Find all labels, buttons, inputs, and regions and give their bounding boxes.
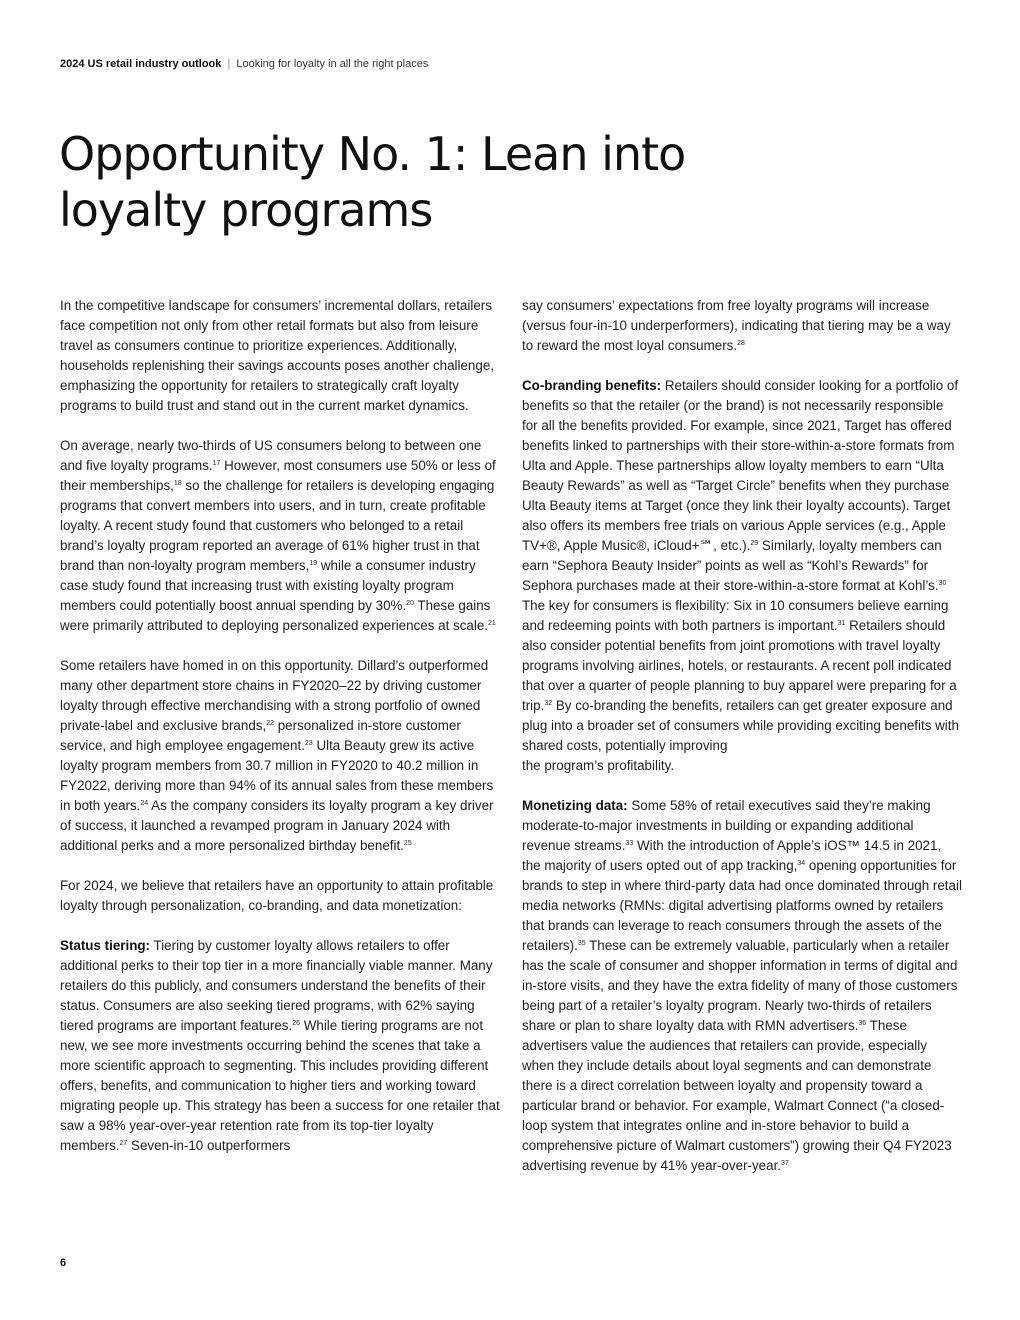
footnote-ref: 19 bbox=[309, 560, 318, 567]
left-column bbox=[60, 296, 500, 1176]
footnote-ref: 17 bbox=[212, 460, 221, 467]
outlook-paragraph: For 2024, we believe that retailers have an opportunity to attain profitable loyalty through personalization, co-branding, and data monetization: bbox=[60, 878, 494, 913]
monetizing-data-heading: Monetizing data: bbox=[522, 798, 628, 813]
footnote-ref: 21 bbox=[487, 620, 496, 627]
header-separator: | bbox=[227, 58, 231, 70]
footnote-ref: 28 bbox=[737, 340, 745, 347]
tiering-continued-paragraph: say consumers’ expectations from free loyalty programs will increase (versus four-in-10 underperformers), indicating that tiering may be a way to reward the most loyal consumers.$^{28}$ bbox=[522, 298, 951, 353]
status-tiering-heading: Status tiering: bbox=[60, 938, 151, 953]
section-title: Looking for loyalty in all the right places bbox=[236, 58, 429, 70]
footnote-ref: 18 bbox=[173, 480, 182, 487]
footnote-ref: 26 bbox=[292, 1020, 301, 1027]
footnote-ref: 33 bbox=[625, 840, 634, 847]
retailer-examples-paragraph: Some retailers have homed in on this opportunity. Dillard’s outperformed many other department store chains in FY2020–22 by driving customer loyalty through effective merchandising with a strong portfolio of owned private-label and exclusive brands,$^{22}$ personalized in-store customer service, and high employee engagement.$^{23}$ Ulta Beauty grew its active loyalty program members from 30.7 million in FY2020 to 40.2 million in FY2022, deriving more than 94% of its annual sales from these members in both years.$^{24}$ As the company considers its loyalty program a key driver of success, it launched a revamped program in January 2024 with additional perks and a more personalized birthday benefit.$^{25}$ bbox=[60, 658, 494, 853]
footnote-ref: 34 bbox=[797, 860, 806, 867]
footnote-ref: 23 bbox=[304, 740, 313, 747]
status-tiering-paragraph: Status tiering: Tiering by customer loyalty allows retailers to offer additional perks to their top tier in a more financially viable manner. Many retailers do this publicly, and consumers understand the benefits of their status. Consumers are also seeking tiered programs, with 62% saying tiered programs are important features.$^{26}$ While tiering programs are not new, we see more investments occurring behind the scenes that take a more scientific approach to segmenting. This includes providing different offers, benefits, and communication to higher tiers and working toward migrating people up. This strategy has been a success for one retailer that saw a 98% year-over-year retention rate from its top-tier loyalty members.$^{27}$ Seven-in-10 outperformers bbox=[60, 938, 500, 1153]
footnote-ref: 31 bbox=[837, 620, 846, 627]
footnote-ref: 37 bbox=[781, 1160, 789, 1167]
co-branding-paragraph: Co-branding benefits: Retailers should consider looking for a portfolio of benefits so that the retailer (or the brand) is not necessarily responsible for all the benefits provided. For example, since 2021, Target has offered benefits linked to partnerships with their store-within-a-store formats from Ulta and Apple. These partnerships allow loyalty members to earn “Ulta Beauty Rewards” as well as “Target Circle” benefits when they purchase Ulta Beauty items at Target (once they link their loyalty accounts). Target also offers its members free trials on various Apple services (e.g., Apple TV+®, Apple Music®, iCloud+℠, etc.).$^{29}$ Similarly, loyalty members can earn “Sephora Beauty Insider” points as well as “Kohl’s Rewards” for Sephora purchases made at their store-within-a-store format at Kohl’s.$^{30}$ The key for consumers is flexibility: Six in 10 consumers believe earning and redeeming points with both partners is important.$^{31}$ Retailers should also consider potential benefits from joint promotions with travel loyalty programs involving airlines, hotels, or restaurants. A recent poll indicated that over a quarter of people planning to buy apparel were preparing for a trip.$^{32}$ By co-branding the benefits, retailers can get greater exposure and plug into a broader set of consumers while providing exciting benefits with shared costs, potentially improving the program’s profitability. bbox=[522, 378, 959, 773]
running-header bbox=[60, 58, 428, 70]
footnote-ref: 22 bbox=[266, 720, 274, 727]
intro-paragraph: In the competitive landscape for consumers’ incremental dollars, retailers face competition not only from other retail formats but also from leisure travel as consumers continue to prioritize experiences. Additionally, households replenishing their savings accounts poses another challenge, emphasizing the opportunity for retailers to strategically craft loyalty programs to build trust and stand out in the current market dynamics. bbox=[60, 298, 494, 413]
footnote-ref: 35 bbox=[577, 940, 586, 947]
footnote-ref: 25 bbox=[403, 840, 412, 847]
footnote-ref: 24 bbox=[140, 800, 149, 807]
footnote-ref: 30 bbox=[938, 580, 947, 587]
loyalty-stats-paragraph: On average, nearly two-thirds of US consumers belong to between one and five loyalty programs.$^{17}$ However, most consumers use 50% or less of their memberships,$^{18}$ so the challenge for retailers is developing engaging programs that convert members into users, and in turn, create profitable loyalty. A recent study found that customers who belonged to a retail brand’s loyalty program reported an average of 61% higher trust in that brand than non-loyalty program members,$^{19}$ while a consumer industry case study found that increasing trust with existing loyalty program members could potentially boost annual spending by 30%.$^{20}$ These gains were primarily attributed to deploying personalized experiences at scale.$^{21}$ bbox=[60, 438, 496, 633]
footnote-ref: 36 bbox=[858, 1020, 867, 1027]
report-title: 2024 US retail industry outlook bbox=[60, 58, 222, 70]
co-branding-heading: Co-branding benefits: bbox=[522, 378, 662, 393]
footnote-ref: 20 bbox=[406, 600, 414, 607]
right-column bbox=[522, 296, 962, 1196]
footnote-ref: 32 bbox=[544, 700, 553, 707]
page-title: Opportunity No. 1: Lean into loyalty programs bbox=[59, 127, 686, 237]
monetizing-data-paragraph: Monetizing data: Some 58% of retail executives said they’re making moderate-to-major investments in building or expanding additional revenue streams.$^{33}$ With the introduction of Apple’s iOS™ 14.5 in 2021, the majority of users opted out of app tracking,$^{34}$ opening opportunities for brands to step in where third-party data had once dominated through retail media networks (RMNs: digital advertising platforms owned by retailers that brands can leverage to reach consumers through the assets of the retailers).$^{35}$ These can be extremely valuable, particularly when a retailer has the scale of consumer and shopper information in terms of digital and in-store visits, and they have the extra fidelity of many of those customers being part of a retailer’s loyalty program. Nearly two-thirds of retailers share or plan to share loyalty data with RMN advertisers.$^{36}$ These advertisers value the audiences that retailers can provide, especially when they include details about loyal segments and can demonstrate there is a direct correlation between loyalty and propensity toward a particular brand or behavior. For example, Walmart Connect (“a closed-loop system that integrates online and in-store behavior to build a comprehensive picture of Walmart customers”) growing their Q4 FY2023 advertising revenue by 41% year-over-year.$^{37}$ bbox=[522, 798, 962, 1173]
footnote-ref: 29 bbox=[750, 540, 759, 547]
page-number: 6 bbox=[60, 1257, 67, 1269]
footnote-ref: 27 bbox=[119, 1140, 128, 1147]
